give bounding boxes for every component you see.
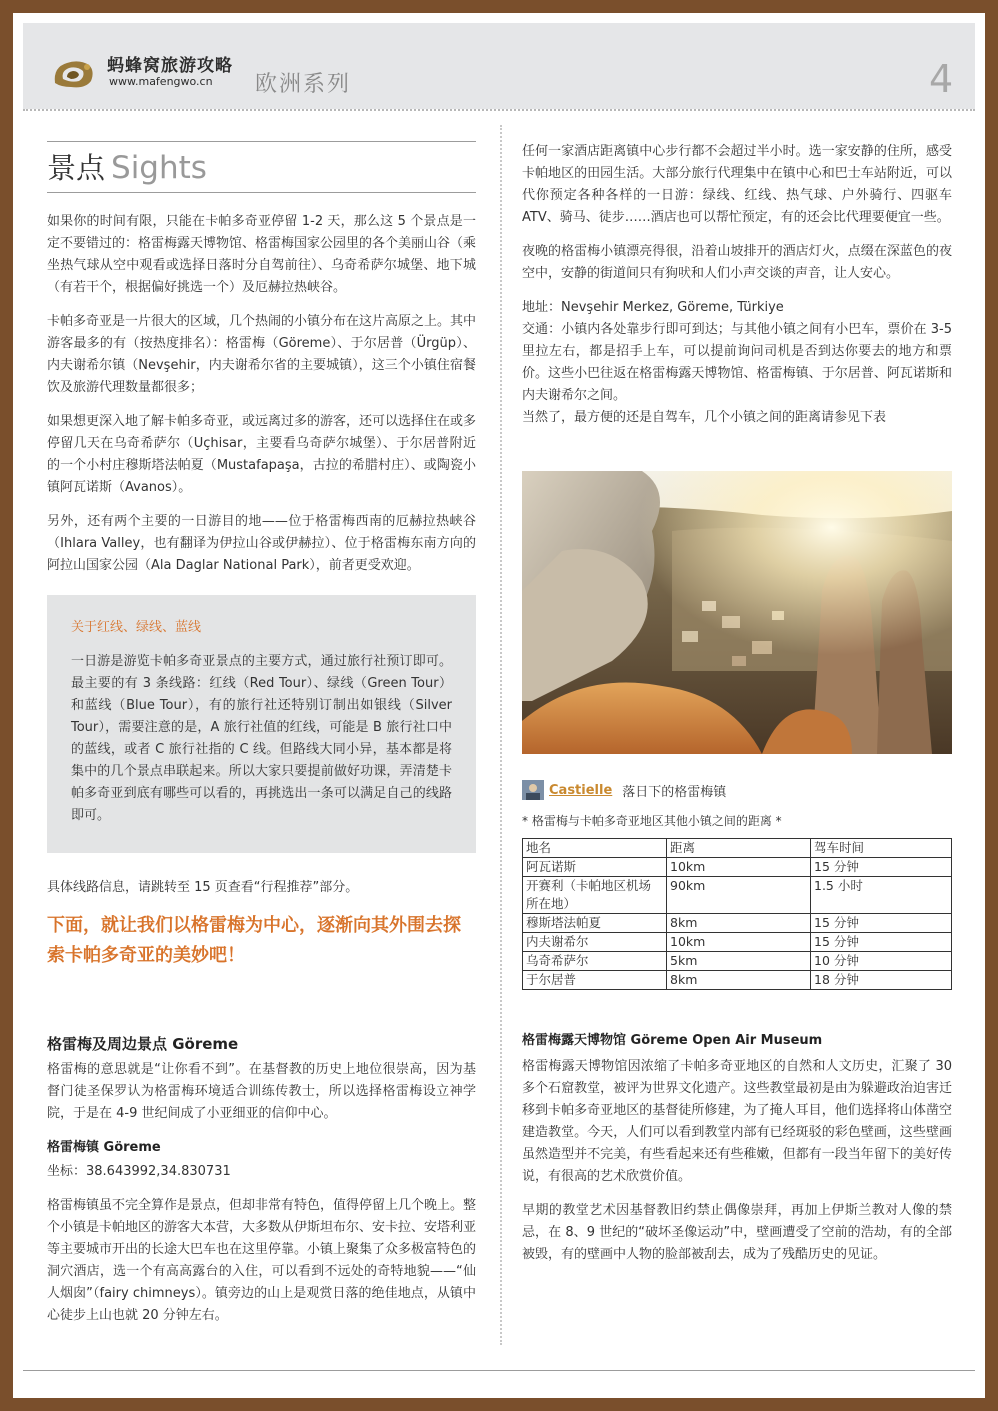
series-title: 欧洲系列 — [255, 72, 352, 97]
table-cell: 15 分钟 — [811, 933, 952, 952]
left-column — [47, 131, 476, 1339]
day-trip-paragraph: 另外，还有两个主要的一日游目的地——位于格雷梅西南的厄赫拉热峡谷（Ihlara Valley，也有翻译为伊拉山谷或伊赫拉）、位于格雷梅东南方向的阿拉山国家公园（Ala Daglar National Park），前者更受欢迎。 — [47, 514, 476, 573]
caption-username-link[interactable]: Castielle — [549, 782, 613, 798]
transport-paragraph: 交通：小镇内各处靠步行即可到达；与其他小镇之间有小巴车，票价在 3-5 里拉左右，都是招手上车，可以提前询问司机是否到达你要去的地方和票价。这些小巴往返在格雷梅露天博物馆、格雷梅镇、于尔居普、阿瓦诺斯和内夫谢希尔之间。 — [522, 322, 952, 403]
table-cell: 穆斯塔法帕夏 — [523, 914, 667, 933]
table-cell: 18 分钟 — [811, 971, 952, 990]
table-cell: 于尔居普 — [523, 971, 667, 990]
caption-text: 落日下的格雷梅镇 — [622, 784, 727, 800]
table-row — [523, 858, 952, 877]
section-title — [47, 141, 476, 193]
table-cell: 8km — [667, 971, 811, 990]
table-row — [523, 933, 952, 952]
hotel-paragraph: 任何一家酒店距离镇中心步行都不会超过半小时。选一家安静的住所，感受卡帕地区的田园生活。大部分旅行代理集中在镇中心和巴士车站附近，可以代你预定各种各样的一日游：绿线、红线、热气球、户外骑行、四驱车 ATV、骑马、徒步……酒店也可以帮忙预定，有的还会比代理要便宜一些。 — [522, 144, 952, 225]
intro-paragraph: 如果你的时间有限，只能在卡帕多奇亚停留 1-2 天，那么这 5 个景点是一定不要错过的：格雷梅露天博物馆、格雷梅国家公园里的各个美丽山谷（乘坐热气球从空中观看或选择日落时分自驾前往）、乌奇希萨尔城堡、地下城（有若干个，根据偏好挑选一个）及厄赫拉热峡谷。 — [47, 214, 477, 295]
table-cell: 1.5 小时 — [811, 877, 952, 914]
column-divider — [500, 125, 502, 1345]
table-cell: 5km — [667, 952, 811, 971]
tour-lines-box-title: 关于红线、绿线、蓝线 — [71, 620, 202, 635]
goreme-town-coords: 坐标：38.643992,34.830731 — [47, 1164, 231, 1179]
tour-lines-box — [47, 595, 476, 853]
distance-table — [522, 838, 952, 990]
bottom-rule — [23, 1370, 975, 1371]
page-header — [23, 23, 975, 109]
address-line: 地址：Nevşehir Merkez, Göreme, Türkiye — [522, 300, 784, 315]
table-cell: 90km — [667, 877, 811, 914]
logo-text: 蚂蜂窝旅游攻略 — [107, 56, 233, 76]
deeper-paragraph: 如果想更深入地了解卡帕多奇亚，或远离过多的游客，还可以选择住在或多停留几天在乌奇希萨尔（Uçhisar，主要看乌奇萨尔城堡）、于尔居普附近的一个小村庄穆斯塔法帕夏（Mustafapaşa，古拉的希腊村庄）、或陶瓷小镇阿瓦诺斯（Avanos）。 — [47, 414, 477, 495]
user-avatar-icon[interactable] — [522, 780, 544, 800]
table-cell: 10 分钟 — [811, 952, 952, 971]
table-row — [523, 952, 952, 971]
table-row — [523, 914, 952, 933]
section-title-en: Sights — [111, 150, 207, 186]
self-drive-note: 当然了，最方便的还是自驾车，几个小镇之间的距离请参见下表 — [522, 410, 887, 425]
page — [13, 13, 985, 1398]
museum-paragraph-2: 早期的教堂艺术因基督教旧约禁止偶像崇拜，再加上伊斯兰教对人像的禁忌，在 8、9 世纪的“破坏圣像运动”中，壁画遭受了空前的浩劫，有的全部被毁，有的壁画中人物的脸部被刮去，成为了残酷历史的见证。 — [522, 1203, 952, 1262]
photo-caption — [522, 780, 952, 800]
table-cell: 10km — [667, 858, 811, 877]
table-cell: 内夫谢希尔 — [523, 933, 667, 952]
goreme-paragraph: 格雷梅的意思就是“让你看不到”。在基督教的历史上地位很崇高，因为基督门徒圣保罗认为格雷梅环境适合训练传教士，所以选择格雷梅设立神学院，于是在 4-9 世纪间成了小亚细亚的信仰中心。 — [47, 1062, 476, 1121]
table-cell: 15 分钟 — [811, 858, 952, 877]
goreme-town-paragraph: 格雷梅镇虽不完全算作是景点，但却非常有特色，值得停留上几个晚上。整个小镇是卡帕地区的游客大本营，大多数从伊斯坦布尔、安卡拉、安塔利亚等主要城市开出的长途大巴车也在这里停靠。小镇上聚集了众多极富特色的洞穴酒店，选一个有高高露台的入住，可以看到不远处的奇特地貌——“仙人烟囱”（fairy chimneys）。镇旁边的山上是观赏日落的绝佳地点，从镇中心徒步上山也就 20 分钟左右。 — [47, 1198, 477, 1323]
orange-callout: 下面，就让我们以格雷梅为中心，逐渐向其外围去探索卡帕多奇亚的美妙吧！ — [47, 915, 461, 966]
table-row — [523, 877, 952, 914]
table-row — [523, 971, 952, 990]
goreme-town-heading: 格雷梅镇 Göreme — [47, 1140, 161, 1155]
mafengwo-logo-icon — [49, 53, 97, 93]
table-cell: 乌奇希萨尔 — [523, 952, 667, 971]
section-title-cn: 景点 — [47, 151, 106, 185]
table-header-cell: 地名 — [523, 839, 667, 858]
table-cell: 15 分钟 — [811, 914, 952, 933]
table-header-cell: 距离 — [667, 839, 811, 858]
table-cell: 阿瓦诺斯 — [523, 858, 667, 877]
museum-paragraph-1: 格雷梅露天博物馆因浓缩了卡帕多奇亚地区的自然和人文历史，汇聚了 30 多个石窟教堂，被评为世界文化遗产。这些教堂最初是由为躲避政治迫害迁移到卡帕多奇亚地区的基督徒所修建，为了掩人耳目，他们选择将山体凿空建造教堂。今天，人们可以看到教堂内部有已经斑驳的彩色壁画，这些壁画虽然造型并不完美，有些看起来还有些稚嫩，但都有一段当年留下的美好传说，有很高的艺术欣赏价值。 — [522, 1059, 952, 1184]
right-column — [522, 141, 952, 1278]
goreme-heading: 格雷梅及周边景点 Göreme — [47, 1035, 239, 1053]
museum-heading: 格雷梅露天博物馆 Göreme Open Air Museum — [522, 1033, 823, 1048]
night-paragraph: 夜晚的格雷梅小镇漂亮得很，沿着山坡排开的酒店灯火，点缀在深蓝色的夜空中，安静的街道间只有狗吠和人们小声交谈的声音，让人安心。 — [522, 244, 952, 281]
table-cell: 8km — [667, 914, 811, 933]
tour-lines-box-text: 一日游是游览卡帕多奇亚景点的主要方式，通过旅行社预订即可。最主要的有 3 条线路：红线（Red Tour）、绿线（Green Tour）和蓝线（Blue Tour），有的旅行社还特别订制出如银线（Silver Tour），需要注意的是，A 旅行社值的红线，可能是 B 旅行社口中的蓝线，或者 C 旅行社指的 C 线。但路线大同小异，基本都是将集中的几个景点串联起来。所以大家只要提前做好功课，弄清楚卡帕多奇亚到底有哪些可以看的，再挑选出一条可以满足自己的线路即可。 — [71, 654, 452, 823]
table-cell: 10km — [667, 933, 811, 952]
distance-table-title: * 格雷梅与卡帕多奇亚地区其他小镇之间的距离 * — [522, 814, 782, 828]
logo-url[interactable]: www.mafengwo.cn — [109, 75, 213, 88]
towns-paragraph: 卡帕多奇亚是一片很大的区域，几个热闹的小镇分布在这片高原之上。其中游客最多的有（按热度排名）：格雷梅（Göreme）、于尔居普（Ürgüp）、内夫谢希尔镇（Nevşehir，内夫谢希尔省的主要城镇），这三个小镇住宿餐饮及旅游代理数量都很多； — [47, 314, 477, 395]
table-header-row — [523, 839, 952, 858]
table-cell: 开赛利（卡帕地区机场所在地） — [523, 877, 667, 914]
goreme-sunset-photo — [522, 471, 952, 754]
route-note: 具体线路信息，请跳转至 15 页查看“行程推荐”部分。 — [47, 880, 359, 895]
page-number: 4 — [929, 57, 954, 101]
header-dotted-divider — [23, 109, 975, 111]
table-header-cell: 驾车时间 — [811, 839, 952, 858]
